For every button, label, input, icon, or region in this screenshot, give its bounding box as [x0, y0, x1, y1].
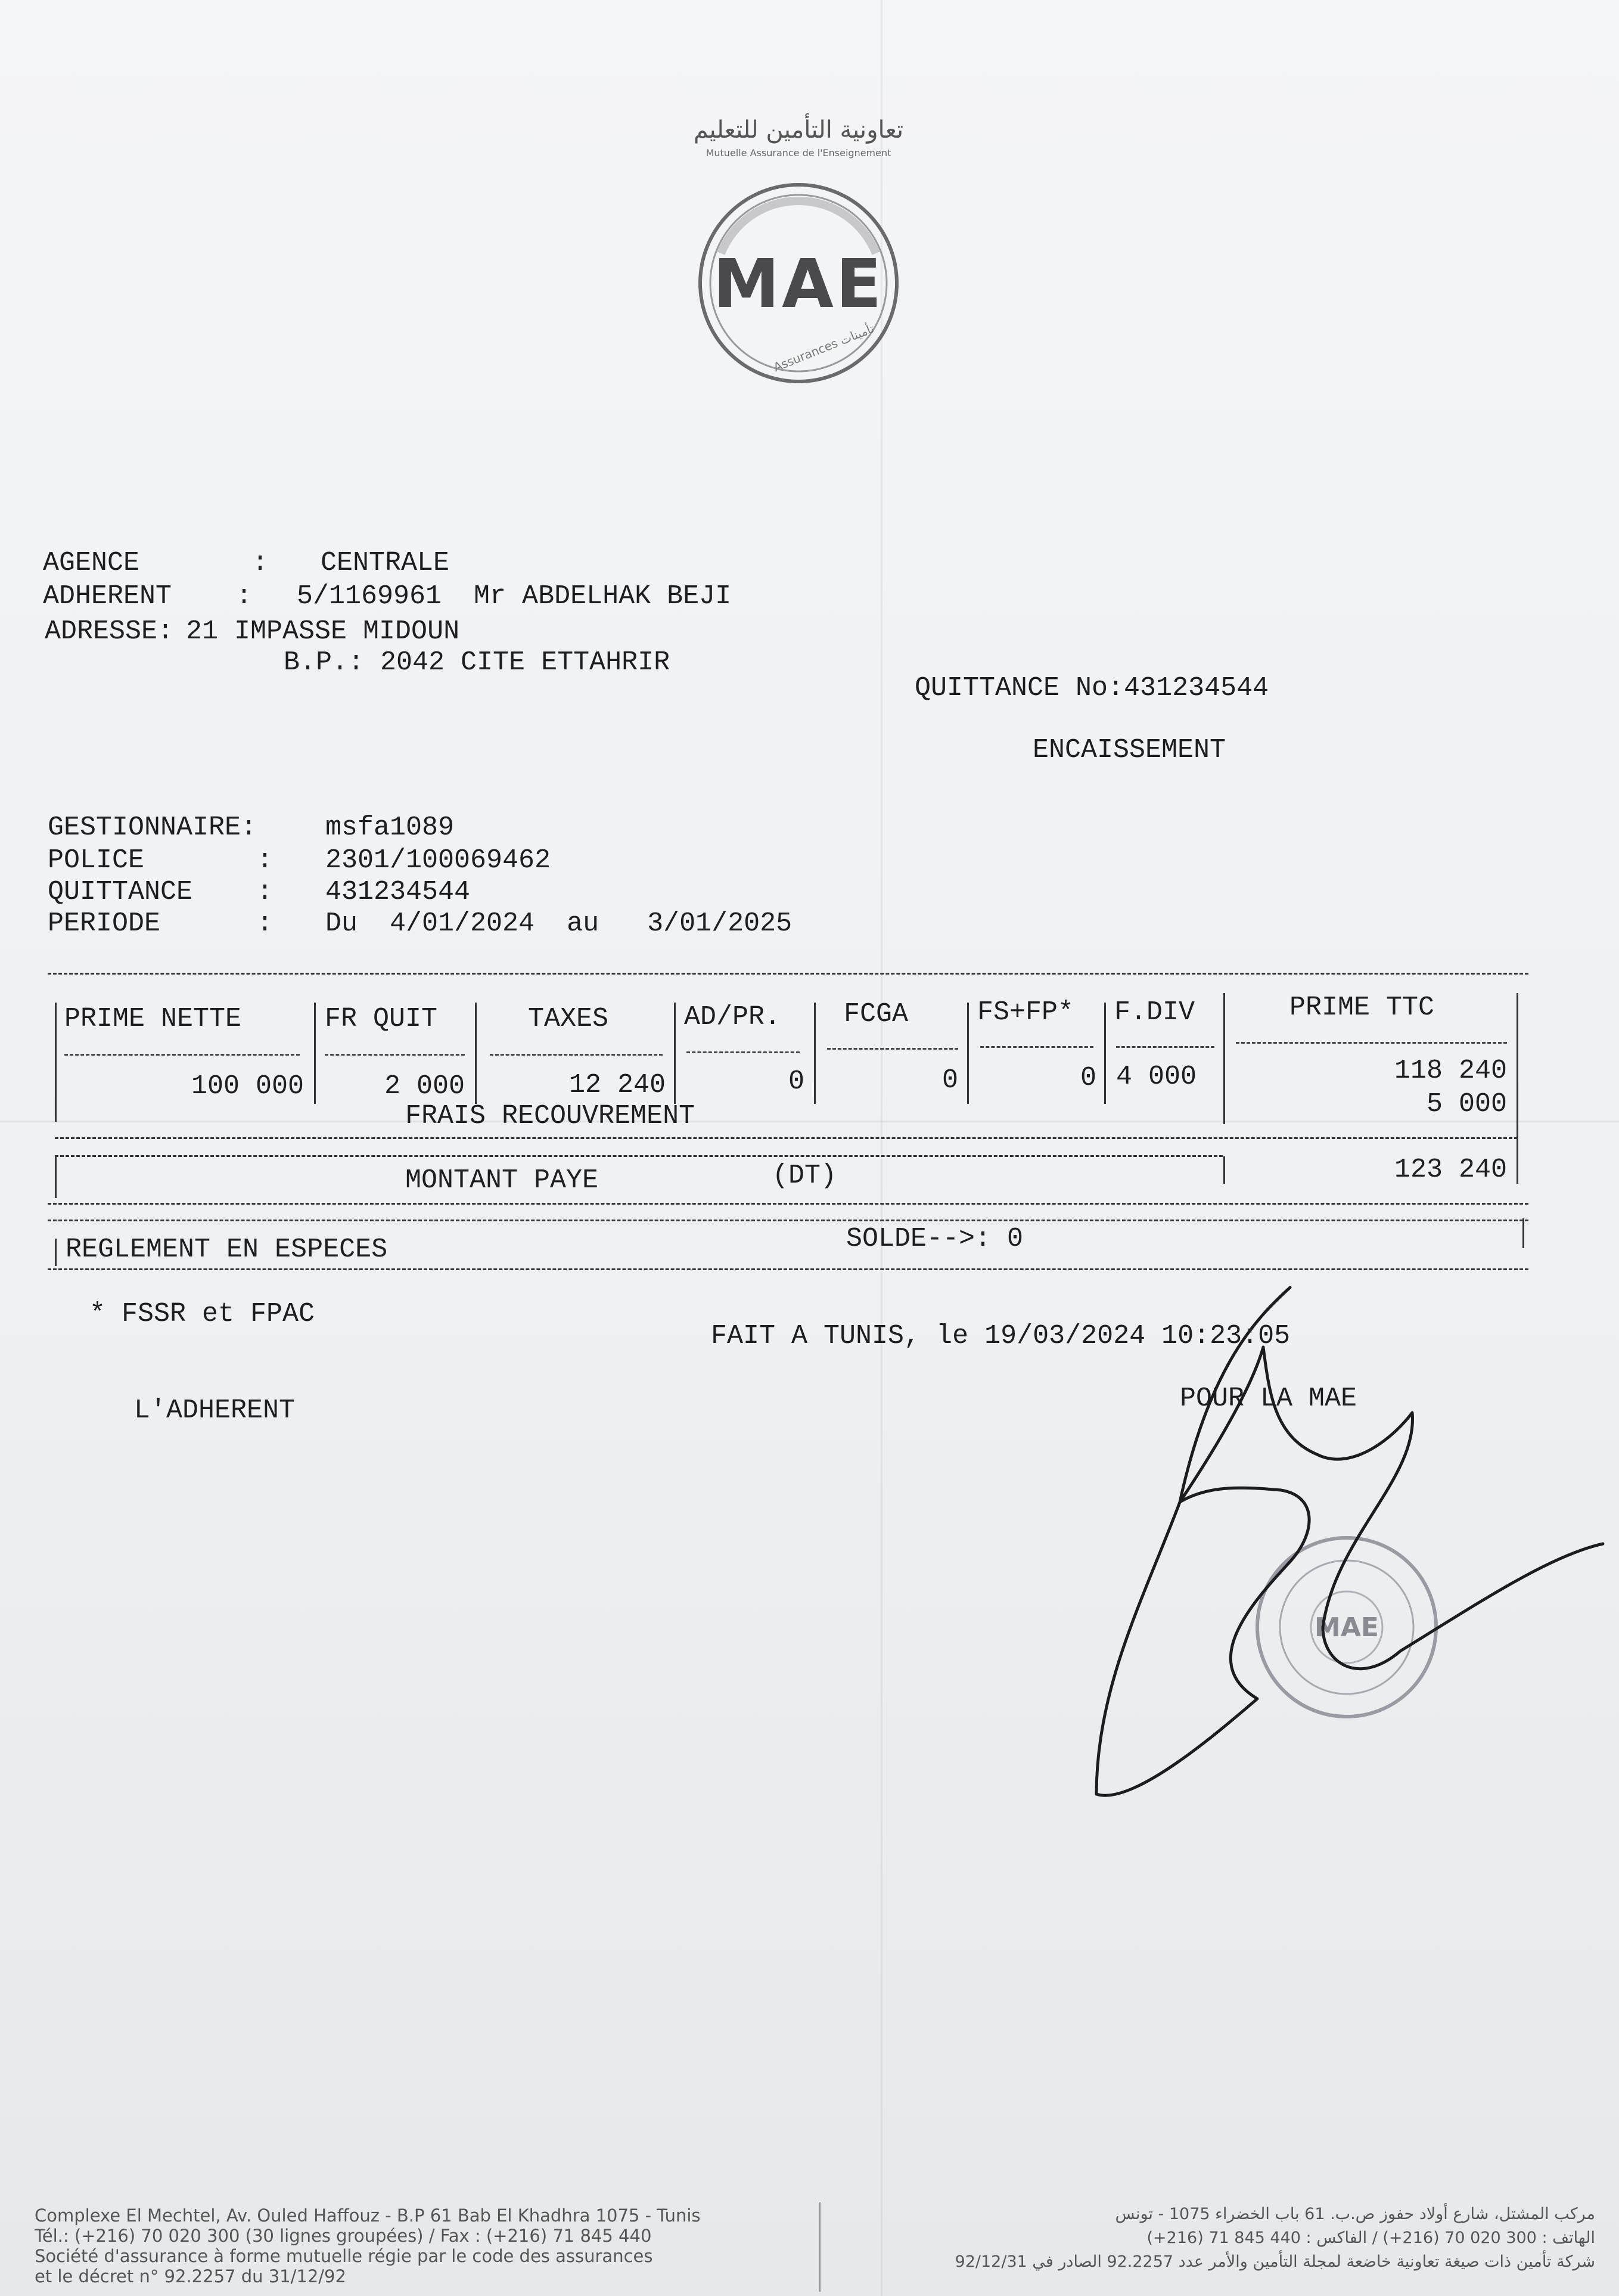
value-taxes: 12 240: [568, 1070, 666, 1100]
gestionnaire-value: msfa1089: [325, 812, 455, 843]
footer-fr-line-4: et le décret n° 92.2257 du 31/12/92: [35, 2266, 346, 2286]
table-mid-rule: [55, 1155, 1223, 1157]
table-top-rule: [48, 973, 1528, 975]
table-lower-rule: [48, 1203, 1528, 1205]
col-divider: [1223, 993, 1225, 1124]
adresse-line-2: B.P.: 2042 CITE ETTAHRIR: [284, 647, 670, 678]
table-bottom-rule: [48, 1268, 1528, 1270]
header-underline: [1236, 1042, 1507, 1044]
solde-label: SOLDE-->: 0: [846, 1224, 1024, 1254]
montant-currency: (DT): [772, 1161, 837, 1191]
col-divider: [475, 1003, 477, 1104]
value-fs-fp: 0: [1080, 1063, 1096, 1093]
col-divider: [674, 1003, 676, 1104]
reglement-label: REGLEMENT EN ESPECES: [66, 1234, 388, 1265]
header-underline: [980, 1046, 1093, 1048]
header-fr-quit: FR QUIT: [325, 1004, 438, 1034]
footer-ar-line-1: مركب المشتل، شارع أولاد حفوز ص.ب. 61 باب الخضراء 1075 - تونس: [1115, 2205, 1595, 2223]
row-left-border: [55, 1239, 57, 1266]
footer-separator: [819, 2202, 821, 2292]
frais-recouvrement-label: FRAIS RECOUVREMENT: [405, 1101, 695, 1131]
montant-paye-value: 123 240: [1394, 1155, 1507, 1185]
quittance-number: QUITTANCE No:431234544: [915, 673, 1269, 703]
value-fcga: 0: [941, 1065, 958, 1096]
header-prime-nette: PRIME NETTE: [64, 1004, 242, 1034]
frais-recouvrement-value: 5 000: [1426, 1089, 1507, 1119]
value-prime-ttc: 118 240: [1394, 1056, 1507, 1086]
adherent-signature-label: L'ADHERENT: [134, 1395, 296, 1426]
operation-type: ENCAISSEMENT: [1033, 735, 1226, 765]
footer-ar-line-2: الهاتف : 300 020 70 (216+) / الفاكس : 440 845 71 (216+): [1146, 2229, 1595, 2247]
row-right-border: [1522, 1218, 1524, 1248]
table-left-border: [55, 1003, 57, 1122]
adherent-label: ADHERENT :: [43, 581, 253, 612]
police-label: POLICE :: [48, 845, 274, 876]
mae-emblem-icon: [697, 182, 900, 384]
table-right-border: [1517, 993, 1518, 1184]
montant-paye-label: MONTANT PAYE: [405, 1165, 599, 1196]
periode-label: PERIODE :: [48, 908, 274, 939]
header-fs-fp: FS+FP*: [977, 997, 1074, 1028]
col-divider: [814, 1003, 816, 1104]
value-fr-quit: 2 000: [384, 1071, 465, 1102]
header-underline: [827, 1048, 958, 1050]
col-divider: [1104, 1003, 1106, 1104]
agence-value: CENTRALE: [321, 548, 450, 578]
footer-fr-line-1: Complexe El Mechtel, Av. Ouled Haffouz - B.P 61 Bab El Khadhra 1075 - Tunis: [35, 2205, 701, 2226]
periode-value: Du 4/01/2024 au 3/01/2025: [325, 908, 793, 939]
agence-label: AGENCE :: [43, 548, 269, 578]
adresse-line-1: 21 IMPASSE MIDOUN: [186, 616, 460, 647]
header-fcga: FCGA: [844, 999, 909, 1029]
col-divider: [967, 1003, 969, 1104]
footer-fr-line-3: Société d'assurance à forme mutuelle régie par le code des assurances: [35, 2246, 653, 2266]
svg-text:MAE: MAE: [713, 246, 884, 323]
mae-logo: [685, 116, 912, 390]
svg-text:MAE: MAE: [1315, 1612, 1379, 1643]
logo-french-name: Mutuelle Assurance de l'Enseignement: [706, 147, 891, 159]
table-mid-rule: [55, 1137, 1518, 1139]
row-divider: [1223, 1156, 1225, 1184]
header-underline: [1116, 1046, 1214, 1048]
logo-arabic-name: تعاونية التأمين للتعليم: [693, 116, 904, 144]
pour-la-mae-label: POUR LA MAE: [1180, 1383, 1357, 1414]
header-underline: [490, 1054, 663, 1056]
header-ad-pr: AD/PR.: [684, 1002, 781, 1032]
header-prime-ttc: PRIME TTC: [1289, 992, 1435, 1023]
col-divider: [314, 1003, 316, 1104]
gestionnaire-label: GESTIONNAIRE:: [48, 812, 257, 843]
adherent-value: 5/1169961 Mr ABDELHAK BEJI: [297, 581, 732, 612]
header-underline: [64, 1054, 300, 1056]
header-taxes: TAXES: [528, 1004, 609, 1034]
value-ad-pr: 0: [788, 1066, 804, 1097]
quittance-label: QUITTANCE :: [48, 877, 274, 907]
signature-icon: [1061, 1282, 1609, 1818]
footer-address-ar: [940, 2202, 1595, 2274]
paper-fold-horizontal: [0, 1121, 1619, 1122]
footer-address-fr: [35, 2205, 701, 2286]
header-underline: [325, 1054, 465, 1056]
value-f-div: 4 000: [1116, 1062, 1197, 1092]
adresse-label: ADRESSE:: [45, 616, 174, 647]
footnote: * FSSR et FPAC: [89, 1299, 315, 1329]
police-value: 2301/100069462: [325, 845, 551, 876]
table-lower-rule: [48, 1220, 1528, 1221]
header-f-div: F.DIV: [1114, 997, 1195, 1028]
header-underline: [686, 1051, 800, 1053]
value-prime-nette: 100 000: [191, 1071, 304, 1102]
footer-ar-line-3: شركة تأمين ذات صيغة تعاونية خاضعة لمجلة التأمين والأمر عدد 92.2257 الصادر في 92/12/31: [955, 2252, 1595, 2271]
svg-text:Assurances تأمينات: Assurances تأمينات: [771, 321, 877, 375]
footer-fr-line-2: Tél.: (+216) 70 020 300 (30 lignes groupées) / Fax : (+216) 71 845 440: [35, 2226, 652, 2246]
quittance-value: 431234544: [325, 877, 471, 907]
row-left-border: [55, 1156, 57, 1198]
fait-a-tunis: FAIT A TUNIS, le 19/03/2024 10:23:05: [711, 1321, 1291, 1351]
